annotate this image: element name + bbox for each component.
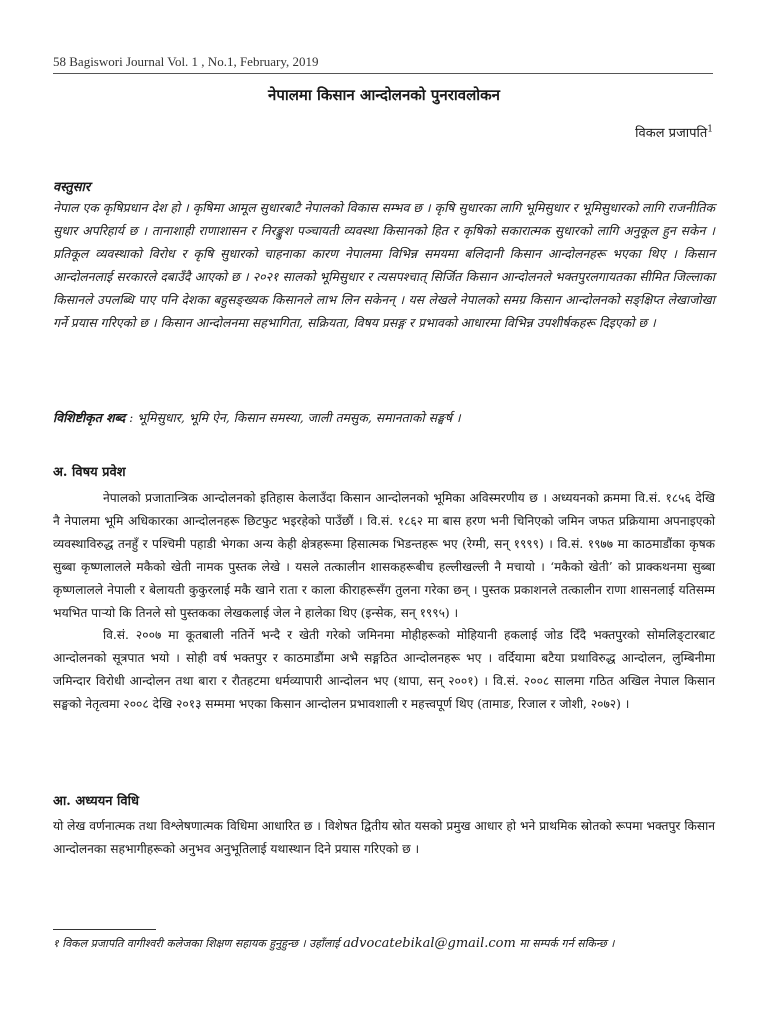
section-heading-methodology: आ. अध्ययन विधि [53,794,139,809]
running-head: 58 Bagiswori Journal Vol. 1 , No.1, February, 2019 [53,54,319,69]
footnote-suffix: मा सम्पर्क गर्न सकिन्छ । [515,937,615,950]
abstract-text: नेपाल एक कृषिप्रधान देश हो । कृषिमा आमूल सुधारबाटै नेपालको विकास सम्भव छ । कृषि सुधारका लागि भूमिसुधार र भूमिसुधारको लागि राजनीतिक सुधार अपरिहार्य छ । तानाशाही राणाशासन र निरङ्कुश पञ्चायती व्यवस्था किसानको हित र कृषिको सकारात्मक सुधारको लागि अनुकूल हुन सकेन । प्रतिकूल व्यवस्थाको विरोध र कृषि सुधारको चाहनाका कारण नेपालमा विभिन्न समयमा बलिदानी किसान आन्दोलनहरू भएका थिए । किसान आन्दोलनलाई सरकारले दबाउँदै आएको छ । २०२१ सालको भूमिसुधार र त्यसपश्चात् सिर्जित किसान आन्दोलनले भक्तपुरलगायतका सीमित जिल्लाका किसानले उपलब्धि पाए पनि देशका बहुसङ्ख्यक किसानले लाभ लिन सकेनन् । यस लेखले नेपालको समग्र किसान आन्दोलनको सङ्क्षिप्त लेखाजोखा गर्ने प्रयास गरिएको छ । किसान आन्दोलनमा सहभागिता, सक्रियता, विषय प्रसङ्ग र प्रभावको आधारमा विभिन्न उपशीर्षकहरू दिइएको छ । [53,200,715,330]
paragraph: वि.सं. २००७ मा कूतबाली नतिर्ने भन्दै र खेती गरेको जमिनमा मोहीहरूको मोहियानी हकलाई जोड दिँदै भक्तपुरको सोमलिङ्टारबाट आन्दोलनको सूत्रपात भयो । सोही वर्ष भक्तपुर र काठमाडौंमा अभै सङ्गठित आन्दोलनहरू भए । वर्दियामा बटैया प्रथाविरुद्ध आन्दोलन, लुम्बिनीमा जमिन्दार विरोधी आन्दोलन तथा बारा र रौतहटमा धर्मव्यापारी आन्दोलन भए (थापा, सन् २००१) । वि.सं. २००८ सालमा गठित अखिल नेपाल किसान सङ्घको नेतृत्वमा २००८ देखि २०१३ सम्ममा भएका किसान आन्दोलन प्रभावशाली र महत्त्वपूर्ण थिए (तामाङ, रिजाल र जोशी, २०७२) । [53,628,715,712]
keywords [53,409,715,426]
footnote [53,936,715,951]
author-footnote-mark: 1 [707,124,713,135]
abstract-heading: वस्तुसार [53,180,91,195]
section-body-methodology [53,815,715,861]
article-title: नेपालमा किसान आन्दोलनको पुनरावलोकन [268,86,500,104]
author-line [635,123,713,141]
paragraph: यो लेख वर्णनात्मक तथा विश्लेषणात्मक विधिमा आधारित छ । विशेषत द्वितीय स्रोत यसको प्रमुख आधार हो भने प्राथमिक स्रोतको रूपमा भक्तपुर किसान आन्दोलनका सहभागीहरूको अनुभव अनुभूतिलाई यथास्थान दिने प्रयास गरिएको छ । [53,819,715,856]
author-name: विकल प्रजापति [635,126,708,141]
keywords-label: विशिष्टीकृत शब्द [53,410,126,425]
footnote-rule [53,929,156,930]
section-body-introduction [53,487,715,716]
footnote-prefix: १ विकल प्रजापति वागीश्वरी कलेजका शिक्षण सहायक हुनुहुन्छ । उहाँलाई [53,937,344,950]
paragraph: नेपालको प्रजातान्त्रिक आन्दोलनको इतिहास केलाउँदा किसान आन्दोलनको भूमिका अविस्मरणीय छ । अध्ययनको क्रममा वि.सं. १८५६ देखि नै नेपालमा भूमि अधिकारका आन्दोलनहरू छिटफुट भइरहेको पाउँछौं । वि.सं. १८६२ मा बास हरण भनी चिनिएको जमिन जफत प्रक्रियामा अपनाइएको व्यवस्थाविरुद्ध तनहुँ र पश्चिमी पहाडी भेगका अन्य केही क्षेत्रहरूमा हिसात्मक भिडन्तहरू भए (रेग्मी, सन् १९९९) । वि.सं. १९७७ मा काठमाडौंका कृषक सुब्बा कृष्णलालले मकैको खेती नामक पुस्तक लेखे । यसले तत्कालीन शासकहरूबीच हल्लीखल्ली नै मचायो । ‘मकैको खेती’ को प्राक्कथनमा सुब्बा कृष्णलालले नेपाली र बेलायती कुकुरलाई मकै खाने राता र काला कीराहरूसँग तुलना गरेका छन् । पुस्तक प्रकाशनले तत्कालीन राणा शासनलाई यतिसम्म भयभित पार्‍यो कि तिनले सो पुस्तकका लेखकलाई जेल ने हालेका थिए (इन्सेक, सन् १९९५) । [53,491,715,620]
footnote-email: advocatebikal@gmail.com [343,936,516,951]
keywords-text: : भूमिसुधार, भूमि ऐन, किसान समस्या, जाली तमसुक, समानताको सङ्घर्ष । [125,410,461,425]
header-rule [53,73,713,74]
section-heading-introduction: अ. विषय प्रवेश [53,465,126,480]
